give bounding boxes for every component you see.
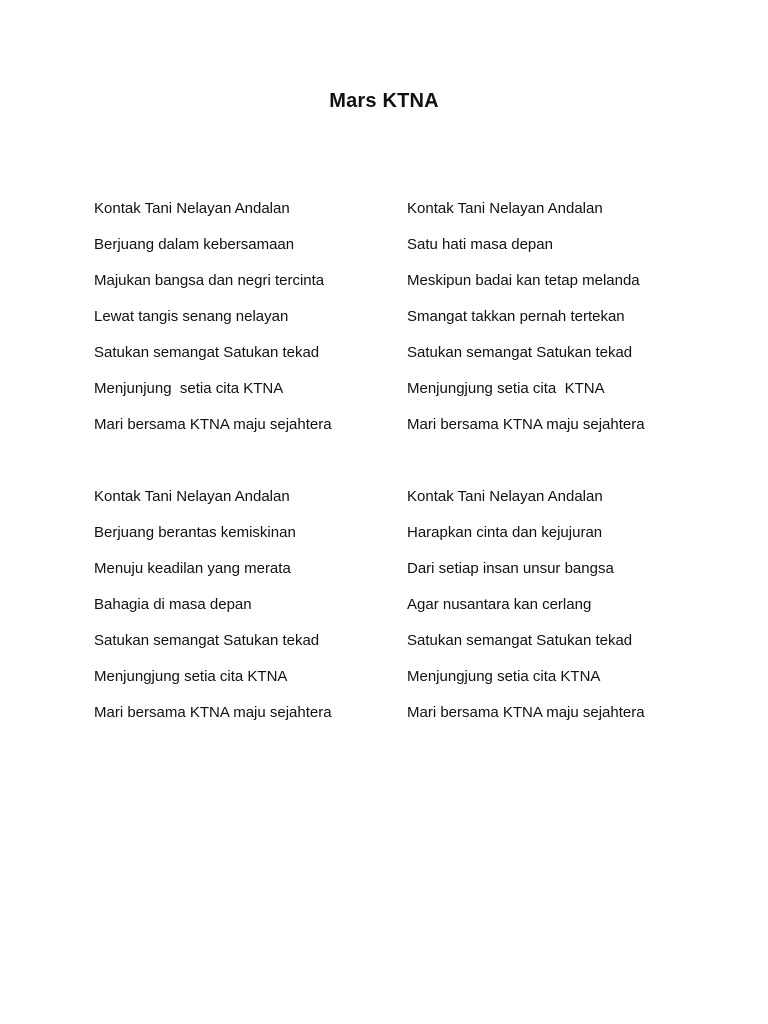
lyric-line-right: Agar nusantara kan cerlang: [407, 596, 592, 613]
lyric-line-right: Meskipun badai kan tetap melanda: [407, 272, 640, 289]
line-row: [0, 630, 768, 666]
line-row: [0, 414, 768, 450]
lyric-line-right: Dari setiap insan unsur bangsa: [407, 560, 614, 577]
lyric-line-left: Kontak Tani Nelayan Andalan: [94, 200, 290, 217]
line-row: [0, 522, 768, 558]
line-row: [0, 594, 768, 630]
lyric-line-left: Bahagia di masa depan: [94, 596, 252, 613]
lyric-line-right: Satukan semangat Satukan tekad: [407, 632, 633, 649]
line-row: [0, 342, 768, 378]
lyric-line-right: Mari bersama KTNA maju sejahtera: [407, 704, 645, 721]
lyric-line-left: Menjungjung setia cita KTNA: [94, 668, 288, 685]
line-row: [0, 702, 768, 738]
lyric-line-right: Menjungjung setia cita KTNA: [407, 380, 605, 397]
lyric-line-right: Mari bersama KTNA maju sejahtera: [407, 416, 645, 433]
lyric-line-left: Mari bersama KTNA maju sejahtera: [94, 416, 332, 433]
lyric-line-left: Satukan semangat Satukan tekad: [94, 632, 320, 649]
stanza-2: [0, 486, 768, 738]
lyric-line-right: Kontak Tani Nelayan Andalan: [407, 488, 603, 505]
lyric-line-left: Mari bersama KTNA maju sejahtera: [94, 704, 332, 721]
line-row: [0, 306, 768, 342]
lyric-line-left: Satukan semangat Satukan tekad: [94, 344, 320, 361]
lyric-line-right: Satu hati masa depan: [407, 236, 553, 253]
lyric-line-right: Kontak Tani Nelayan Andalan: [407, 200, 603, 217]
lyric-line-left: Kontak Tani Nelayan Andalan: [94, 488, 290, 505]
page-title: Mars KTNA: [329, 90, 439, 112]
line-row: [0, 198, 768, 234]
lyric-line-right: Smangat takkan pernah tertekan: [407, 308, 625, 325]
line-row: [0, 234, 768, 270]
lyric-line-left: Berjuang berantas kemiskinan: [94, 524, 296, 541]
lyric-line-left: Lewat tangis senang nelayan: [94, 308, 289, 325]
lyric-line-right: Harapkan cinta dan kejujuran: [407, 524, 603, 541]
lyric-line-left: Berjuang dalam kebersamaan: [94, 236, 295, 253]
line-row: [0, 558, 768, 594]
lyric-line-left: Menuju keadilan yang merata: [94, 560, 291, 577]
line-row: [0, 270, 768, 306]
lyric-line-left: Menjunjung setia cita KTNA: [94, 380, 284, 397]
lyric-line-right: Menjungjung setia cita KTNA: [407, 668, 601, 685]
line-row: [0, 378, 768, 414]
lyric-line-right: Satukan semangat Satukan tekad: [407, 344, 633, 361]
lyric-line-left: Majukan bangsa dan negri tercinta: [94, 272, 325, 289]
line-row: [0, 666, 768, 702]
line-row: [0, 486, 768, 522]
stanza-1: [0, 198, 768, 450]
